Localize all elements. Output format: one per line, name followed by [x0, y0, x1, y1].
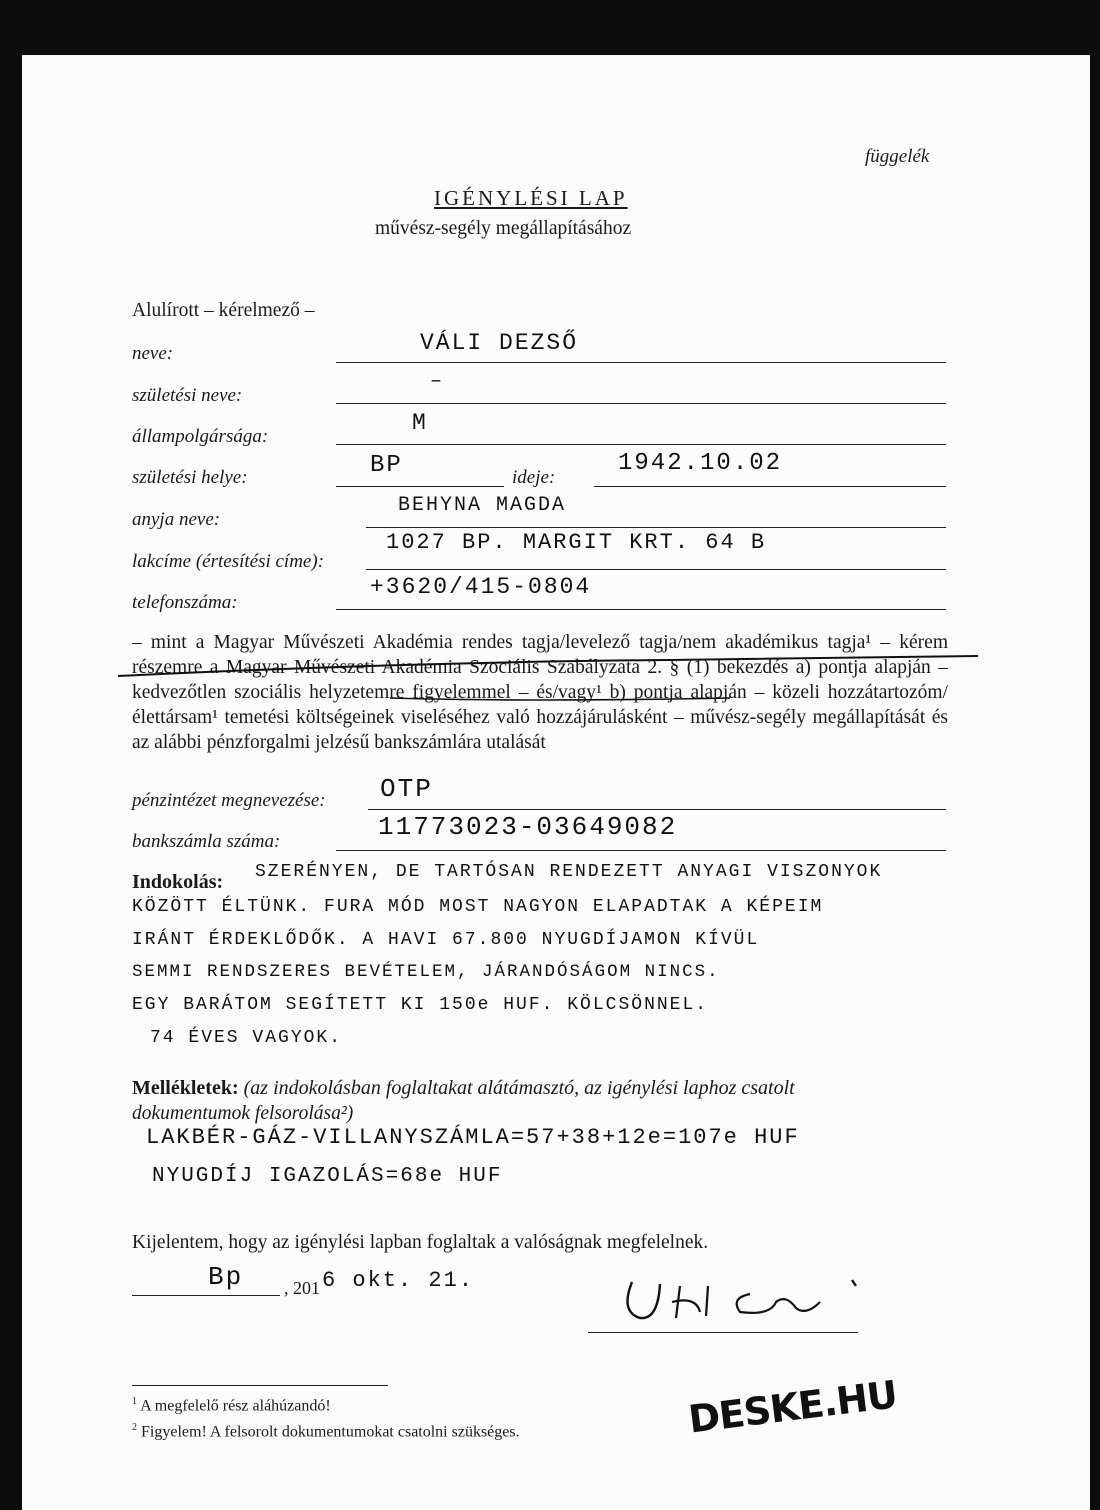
address-label: lakcíme (értesítési címe):: [132, 551, 325, 572]
justification-line-1: SZERÉNYEN, DE TARTÓSAN RENDEZETT ANYAGI VISZONYOK: [255, 862, 883, 882]
citizenship-line: [336, 444, 946, 445]
place-value: Bp: [208, 1262, 244, 1292]
birthplace-line: [336, 486, 504, 487]
name-label: neve:: [132, 343, 174, 364]
justification-line-4: SEMMI RENDSZERES BEVÉTELEM, JÁRANDÓSÁGOM NINCS.: [132, 962, 720, 982]
justification-line-5: EGY BARÁTOM SEGÍTETT KI 150e HUF. KÖLCSÖNNEL.: [132, 995, 709, 1015]
citizenship-value: M: [412, 410, 428, 436]
mother-name-line: [366, 527, 946, 528]
attachment-item-2: NYUGDÍJ IGAZOLÁS=68e HUF: [152, 1165, 503, 1188]
phone-label: telefonszáma:: [132, 592, 238, 613]
justification-line-2: KÖZÖTT ÉLTÜNK. FURA MÓD MOST NAGYON ELAPADTAK A KÉPEIM: [132, 897, 824, 917]
account-number-line: [336, 850, 946, 851]
footnote-2: $^2$ Figyelem! A felsorolt dokumentumokat csatolni szükséges.: [132, 1422, 520, 1441]
deske-logo: DESKE.HU: [686, 1372, 900, 1442]
closing-statement: Kijelentem, hogy az igénylési lapban foglaltak a valóságnak megfelelnek.: [132, 1232, 709, 1253]
citizenship-label: állampolgársága:: [132, 426, 269, 447]
address-value: 1027 BP. MARGIT KRT. 64 B: [386, 530, 767, 555]
birth-name-label: születési neve:: [132, 385, 243, 406]
account-number-label: bankszámla száma:: [132, 831, 281, 852]
mother-name-value: BEHYNA MAGDA: [398, 494, 567, 517]
form-page: [22, 55, 1090, 1510]
address-line: [366, 569, 946, 570]
signature-line: [588, 1332, 858, 1333]
attachments-heading: Mellékletek: (az indokolásban foglaltakat alátámasztó, az igénylési laphoz csatolt: [132, 1077, 795, 1099]
phone-line: [336, 609, 946, 610]
phone-value: +3620/415-0804: [370, 574, 592, 600]
name-line: [336, 362, 946, 363]
footnote-1: $^1$ A megfelelő rész aláhúzandó!: [132, 1396, 331, 1415]
bank-name-line: [368, 809, 946, 810]
account-number-value: 11773023-03649082: [378, 812, 678, 842]
bank-name-label: pénzintézet megnevezése:: [132, 790, 326, 811]
birthplace-label: születési helye:: [132, 467, 248, 488]
birthplace-value: BP: [370, 452, 403, 479]
birthdate-label: ideje:: [512, 467, 556, 488]
attachments-description-cont: dokumentumok felsorolása²): [132, 1103, 354, 1124]
attachment-item-1: LAKBÉR-GÁZ-VILLANYSZÁMLA=57+38+12e=107e HUF: [146, 1125, 800, 1150]
bank-name-value: OTP: [380, 774, 433, 804]
form-title: IGÉNYLÉSI LAP: [434, 186, 628, 210]
birthdate-value: 1942.10.02: [618, 450, 783, 477]
handwritten-underlines: [110, 640, 990, 710]
justification-line-6: 74 ÉVES VAGYOK.: [150, 1028, 343, 1048]
birthdate-line: [594, 486, 946, 487]
appendix-label: függelék: [865, 146, 930, 167]
place-line: [132, 1295, 280, 1296]
name-value: VÁLI DEZSŐ: [420, 330, 579, 356]
justification-line-3: IRÁNT ÉRDEKLŐDŐK. A HAVI 67.800 NYUGDÍJAMON KÍVÜL: [132, 930, 760, 950]
mother-name-label: anyja neve:: [132, 509, 221, 530]
declaration-paragraph: – mint a Magyar Művészeti Akadémia rendes tagja/levelező tagja/nem akadémikus tagja¹ – kérem részemre a Magyar Művészeti Akadémia Szociális Szabályzata 2. § (1) bekezdés a) pontja alapján – kedvezőtlen szociális helyzetemre figyelemmel – és/vagy¹ b) pontja alapján – közeli hozzátartozóm/élettársam¹ temetési költségeinek viseléséhez való hozzájárulásként – művész-segély megállapítását és az alábbi pénzforgalmi jelzésű bankszámlára utalását: [132, 632, 948, 753]
form-subtitle: művész-segély megállapításához: [375, 218, 632, 239]
footnote-separator: [132, 1385, 388, 1386]
applicant-intro: Alulírott – kérelmező –: [132, 300, 315, 321]
date-handwritten: 6 okt. 21.: [322, 1268, 475, 1293]
birth-name-line: [336, 403, 946, 404]
signature: [600, 1272, 880, 1332]
date-prefix: , 201: [284, 1278, 320, 1298]
birth-name-value: –: [430, 370, 445, 393]
justification-label: Indokolás:: [132, 871, 224, 893]
